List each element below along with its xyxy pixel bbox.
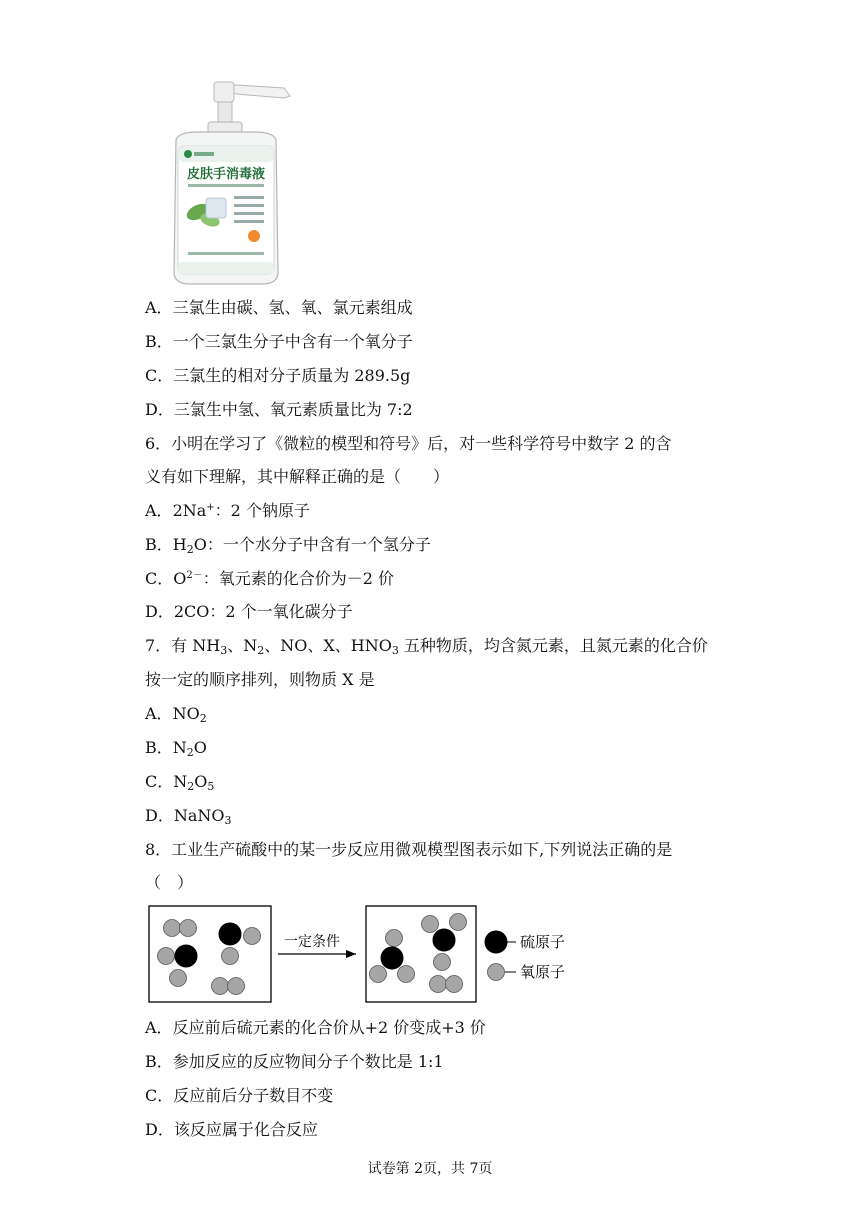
q6-option-a: A．2Na+：2 个钠原子: [145, 501, 310, 520]
oxygen-atom: [244, 928, 261, 945]
q6-stem-line1: 6．小明在学习了《微粒的模型和符号》后，对一些科学符号中数字 2 的含: [145, 434, 672, 453]
oxygen-atom: [158, 948, 175, 965]
legend-sulfur-swatch: [485, 931, 507, 953]
reaction-arrow-head: [346, 950, 356, 958]
oxygen-atom: [398, 966, 415, 983]
oxygen-atom: [212, 978, 229, 995]
legend-oxygen-swatch: [488, 964, 505, 981]
q8-option-d: D．该反应属于化合反应: [145, 1120, 318, 1139]
q7-option-b: B．$N_2O$: [145, 738, 207, 759]
oxygen-atom: [434, 954, 451, 971]
q8-option-b: B．参加反应的反应物间分子个数比是 1:1: [145, 1052, 444, 1071]
q6-option-c: C．$O^{2-}$：氧元素的化合价为－2 价: [145, 569, 395, 588]
bottle-label-title: 皮肤手消毒液: [186, 167, 266, 182]
q5-option-b: B．一个三氯生分子中含有一个氧分子: [145, 332, 413, 351]
oxygen-atom: [386, 930, 403, 947]
q5-option-d: D．三氯生中氢、氧元素质量比为 7:2: [145, 400, 413, 419]
sulfur-atom: [219, 923, 241, 945]
oxygen-atom: [222, 948, 239, 965]
oxygen-atom: [446, 976, 463, 993]
q8-stem-line1: 8．工业生产硫酸中的某一步反应用微观模型图表示如下,下列说法正确的是: [145, 840, 673, 859]
oxygen-atom: [164, 920, 181, 937]
q7-option-a: A．$NO_2$: [145, 704, 207, 725]
q7-option-d: D．NaNO$_3$: [145, 806, 232, 827]
oxygen-atom: [422, 916, 439, 933]
oxygen-atom: [170, 970, 187, 987]
reaction-condition-label: 一定条件: [284, 934, 340, 950]
oxygen-atom: [450, 914, 467, 931]
q5-option-c: C．三氯生的相对分子质量为 289.5g: [145, 366, 411, 385]
sulfur-atom: [381, 947, 403, 969]
q6-stem-line2: 义有如下理解，其中解释正确的是（ ）: [145, 467, 450, 486]
oxygen-atom: [430, 976, 447, 993]
sulfur-atom: [175, 945, 197, 967]
q6-option-d: D．2CO：2 个一氧化碳分子: [145, 602, 353, 621]
reaction-model-diagram: [140, 900, 600, 1010]
q8-option-c: C．反应前后分子数目不变: [145, 1086, 334, 1105]
hand-sanitizer-bottle-image: [158, 76, 294, 286]
legend-sulfur-label: 硫原子: [520, 933, 566, 951]
oxygen-atom: [228, 978, 245, 995]
oxygen-atom: [370, 966, 387, 983]
oxygen-atom: [180, 920, 197, 937]
sulfur-atom: [433, 929, 455, 951]
q7-stem-line1: 7．有 $NH_3$、$N_2$、NO、X、$HNO_3$ 五种物质，均含氮元素，且氮元素的化合价: [145, 636, 708, 657]
q8-stem-line2: （ ）: [145, 873, 194, 892]
q6-option-b: B．$H_2O$：一个水分子中含有一个氢分子: [145, 535, 431, 556]
q5-option-a: A．三氯生由碳、氢、氧、氯元素组成: [145, 298, 413, 317]
page-footer: 试卷第 2页，共 7页: [367, 1161, 493, 1177]
q7-stem-line2: 按一定的顺序排列，则物质 X 是: [145, 670, 375, 689]
q8-option-a: A．反应前后硫元素的化合价从+2 价变成+3 价: [145, 1018, 486, 1037]
q7-option-c: C．$N_2O_5$: [145, 772, 215, 793]
legend-oxygen-label: 氧原子: [520, 963, 566, 981]
